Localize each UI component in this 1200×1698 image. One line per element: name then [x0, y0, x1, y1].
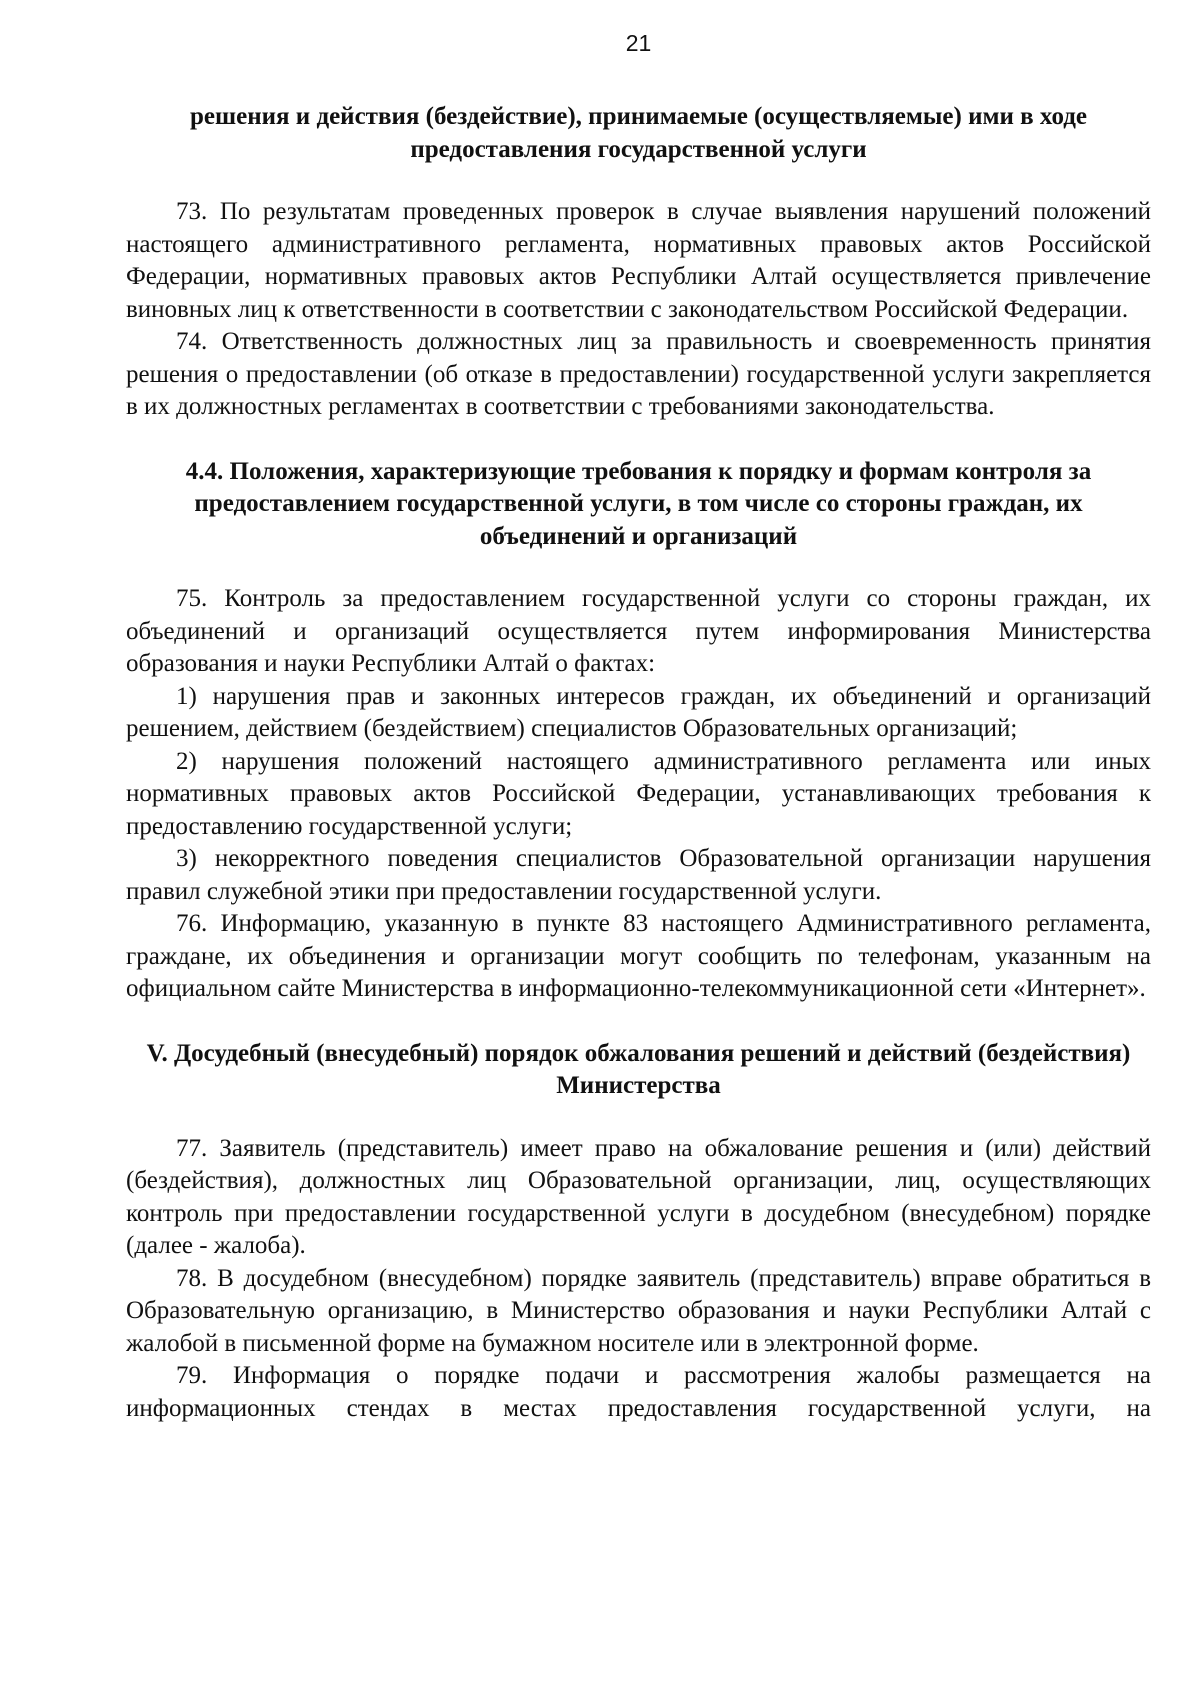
paragraph-78: 78. В досудебном (внесудебном) порядке заявитель (представитель) вправе обратиться в Образовательную организацию, в Министерство образования и науки Республики Алтай с жалобой в письменной форме на бумажном носителе или в электронной форме. — [126, 1264, 1151, 1357]
paragraph-77: 77. Заявитель (представитель) имеет право на обжалование решения и (или) действий (бездействия), должностных лиц Образовательной организации, лиц, осуществляющих контроль при предоставлении государственной услуги в досудебном (внесудебном) порядке (далее - жалоба). — [126, 1134, 1151, 1259]
list-item-1: 1) нарушения прав и законных интересов граждан, их объединений и организаций решением, действием (бездействием) специалистов Образовательных организаций; — [126, 682, 1151, 742]
spacer — [126, 166, 1151, 196]
paragraph-79: 79. Информация о порядке подачи и рассмотрения жалобы размещается на информационных стендах в местах предоставления государственной услуги, на — [126, 1362, 1151, 1422]
section-heading-v: V. Досудебный (внесудебный) порядок обжалования решений и действий (бездействия) Министерства — [146, 1039, 1131, 1099]
section-heading-4-4: 4.4. Положения, характеризующие требования к порядку и формам контроля за предоставлением государственной услуги, в том числе со стороны граждан, их объединений и организаций — [185, 457, 1092, 550]
list-item-2: 2) нарушения положений настоящего административного регламента или иных нормативных правовых актов Российской Федерации, устанавливающих требования к предоставлению государственной услуги; — [126, 747, 1151, 840]
paragraph-74: 74. Ответственность должностных лиц за правильность и своевременность принятия решения о предоставлении (об отказе в предоставлении) государственной услуги закрепляется в их должностных регламентах в соответствии с требованиями законодательства. — [126, 328, 1151, 420]
spacer — [126, 1103, 1151, 1133]
section-heading-continuation: решения и действия (бездействие), принимаемые (осуществляемые) ими в ходе предоставления государственной услуги — [190, 103, 1087, 163]
page-number: 21 — [625, 30, 652, 56]
paragraph-75: 75. Контроль за предоставлением государственной услуги со стороны граждан, их объединений и организаций осуществляется путем информирования Министерства образования и науки Республики Алтай о фактах: — [126, 585, 1151, 677]
paragraph-76: 76. Информацию, указанную в пункте 83 настоящего Административного регламента, граждане, их объединения и организации могут сообщить по телефонам, указанным на официальном сайте Министерства в информационно-телекоммуникационной сети «Интернет». — [126, 910, 1151, 1002]
spacer — [126, 553, 1151, 583]
list-item-3: 3) некорректного поведения специалистов Образовательной организации нарушения правил служебной этики при предоставлении государственной услуги. — [126, 845, 1151, 905]
spacer — [126, 1006, 1151, 1038]
paragraph-73: 73. По результатам проведенных проверок в случае выявления нарушений положений настоящего административного регламента, нормативных правовых актов Российской Федерации, нормативных правовых актов Республики Алтай осуществляется привлечение виновных лиц к ответственности в соответствии с законодательством Российской Федерации. — [126, 198, 1151, 323]
spacer — [126, 424, 1151, 456]
document-body — [126, 101, 1151, 1425]
